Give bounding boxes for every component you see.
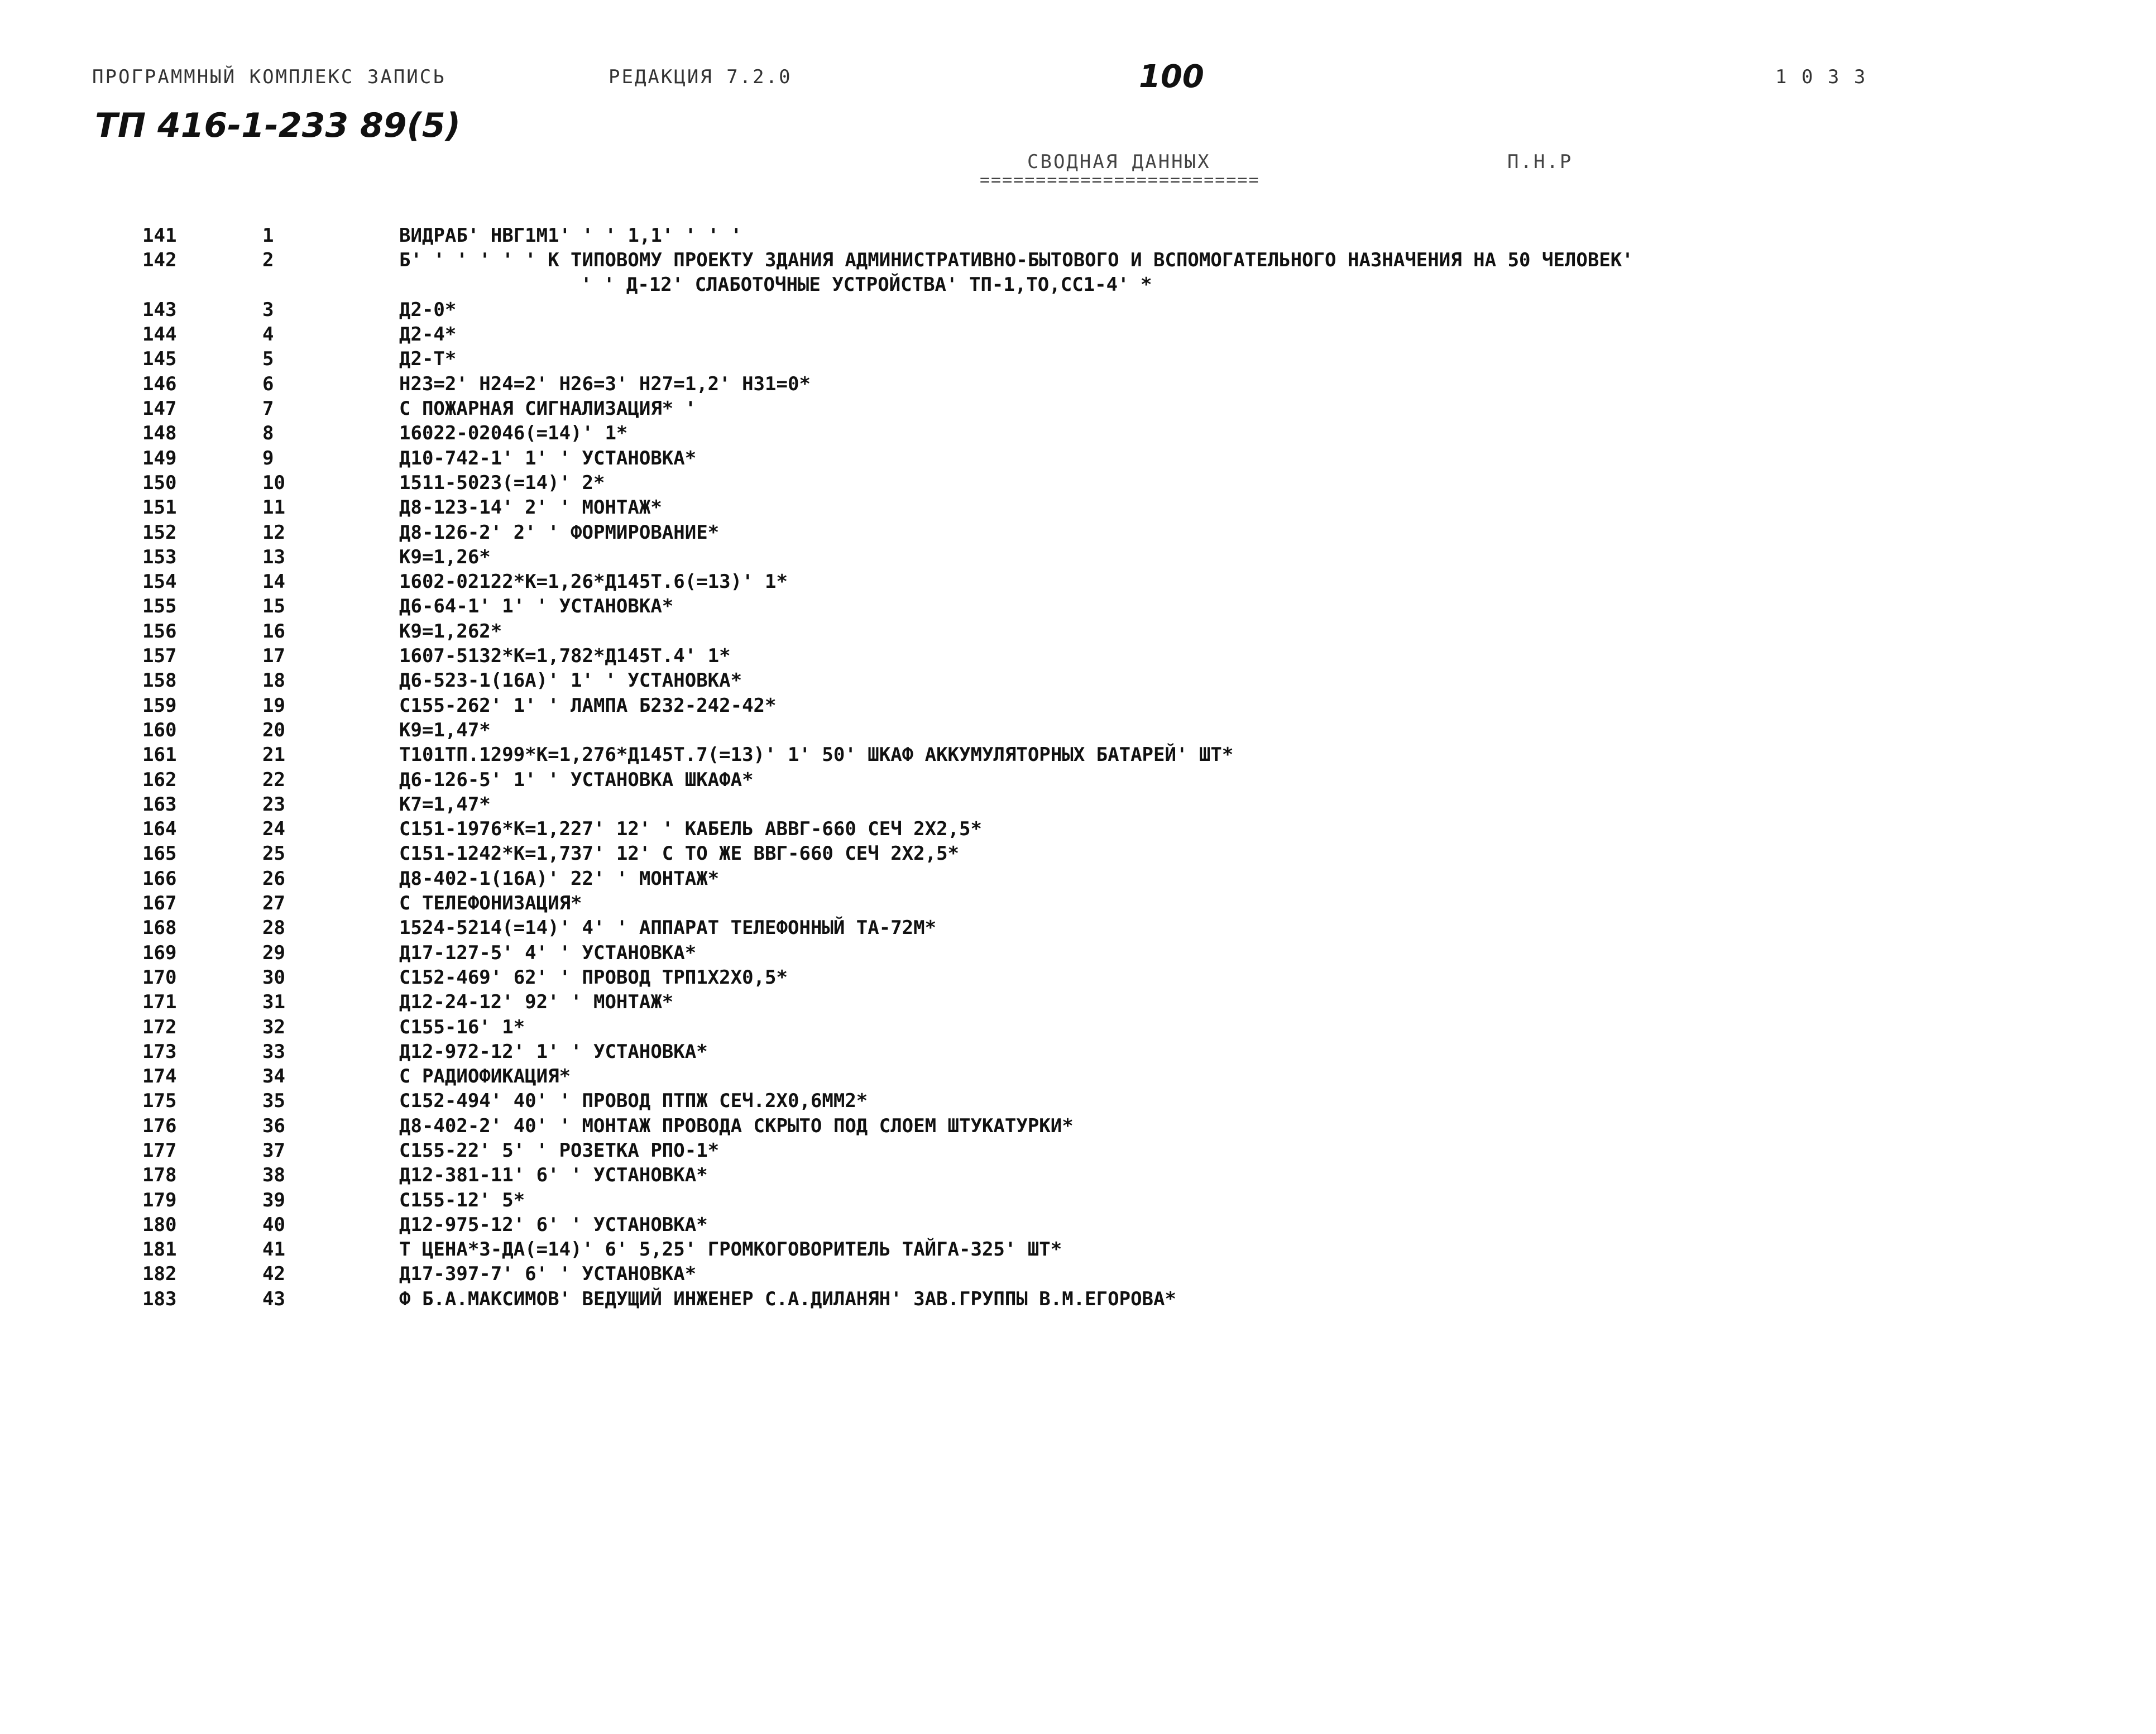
listing-row (0, 768, 2156, 792)
row-text: К9=1,47* (399, 718, 491, 741)
row-text: Д2-Т* (399, 348, 457, 371)
line-number: 2 (262, 249, 274, 272)
row-text: Д2-0* (399, 298, 457, 321)
listing-row (0, 916, 2156, 940)
row-text: Д12-972-12' 1' ' УСТАНОВКА* (399, 1040, 708, 1063)
line-number: 43 (262, 1287, 285, 1310)
row-number: 145 (142, 348, 177, 371)
row-number: 170 (142, 966, 177, 989)
row-text: Ф Б.А.МАКСИМОВ' ВЕДУЩИЙ ИНЖЕНЕР С.А.ДИЛАНЯН' ЗАВ.ГРУППЫ В.М.ЕГОРОВА* (399, 1287, 1176, 1310)
listing-row (0, 841, 2156, 866)
row-text: С151-1242*К=1,737' 12' С ТО ЖЕ ВВГ-660 СЕЧ 2Х2,5* (399, 842, 960, 865)
row-number: 174 (142, 1065, 177, 1088)
row-text: 16022-02046(=14)' 1* (399, 422, 628, 445)
line-number: 15 (262, 595, 285, 618)
listing-row (0, 1262, 2156, 1286)
line-number: 6 (262, 372, 274, 395)
row-number: 155 (142, 595, 177, 618)
row-text: С ТЕЛЕФОНИЗАЦИЯ* (399, 892, 582, 915)
row-number: 148 (142, 422, 177, 445)
row-number: 169 (142, 941, 177, 964)
row-text: С155-16' 1* (399, 1016, 525, 1038)
line-number: 4 (262, 323, 274, 346)
listing-row (0, 1188, 2156, 1213)
listing-row (0, 1089, 2156, 1113)
listing (0, 223, 2156, 1311)
row-text: С151-1976*К=1,227' 12' ' КАБЕЛЬ АВВГ-660 СЕЧ 2Х2,5* (399, 818, 982, 841)
row-text: Д8-402-2' 40' ' МОНТАЖ ПРОВОДА СКРЫТО ПОД СЛОЕМ ШТУКАТУРКИ* (399, 1114, 1074, 1137)
row-number: 154 (142, 571, 177, 593)
row-text: С152-494' 40' ' ПРОВОД ПТПЖ СЕЧ.2Х0,6ММ2* (399, 1090, 868, 1113)
row-number: 175 (142, 1090, 177, 1113)
row-text: К9=1,26* (399, 545, 491, 568)
listing-row (0, 471, 2156, 495)
program-label: ПРОГРАММНЫЙ КОМПЛЕКС ЗАПИСЬ (92, 66, 446, 88)
listing-row (0, 1114, 2156, 1138)
row-number: 178 (142, 1164, 177, 1187)
row-text: С РАДИОФИКАЦИЯ* (399, 1065, 571, 1088)
row-text: К7=1,47* (399, 793, 491, 816)
listing-row (0, 569, 2156, 594)
line-number: 22 (262, 768, 285, 791)
row-text: Д12-381-11' 6' ' УСТАНОВКА* (399, 1164, 708, 1187)
row-number: 151 (142, 496, 177, 519)
listing-row (0, 891, 2156, 916)
line-number: 40 (262, 1213, 285, 1236)
row-number: 166 (142, 867, 177, 890)
row-number: 165 (142, 842, 177, 865)
line-number: 27 (262, 892, 285, 915)
row-number: 182 (142, 1263, 177, 1286)
row-number: 152 (142, 521, 177, 544)
line-number: 37 (262, 1139, 285, 1162)
listing-row (0, 1163, 2156, 1187)
listing-row (0, 792, 2156, 817)
row-text: С ПОЖАРНАЯ СИГНАЛИЗАЦИЯ* ' (399, 397, 697, 420)
line-number: 3 (262, 298, 274, 321)
row-number: 141 (142, 224, 177, 247)
line-number: 9 (262, 447, 274, 470)
line-number: 23 (262, 793, 285, 816)
listing-row (0, 520, 2156, 545)
row-text: 1607-5132*К=1,782*Д145Т.4' 1* (399, 645, 731, 668)
row-text: Н23=2' Н24=2' Н26=3' Н27=1,2' Н31=0* (399, 372, 811, 395)
listing-row (0, 1040, 2156, 1064)
row-number: 173 (142, 1040, 177, 1063)
row-text: 1524-5214(=14)' 4' ' АППАРАТ ТЕЛЕФОННЫЙ ТА-72М* (399, 917, 937, 940)
listing-row (0, 619, 2156, 644)
row-text: Д2-4* (399, 323, 457, 346)
row-text: Д12-24-12' 92' ' МОНТАЖ* (399, 991, 674, 1014)
row-text: ВИДРАБ' НВГ1М1' ' ' 1,1' ' ' ' (399, 224, 742, 247)
row-text: Д12-975-12' 6' ' УСТАНОВКА* (399, 1213, 708, 1236)
row-number: 171 (142, 991, 177, 1014)
line-number: 14 (262, 571, 285, 593)
row-number: 164 (142, 818, 177, 841)
row-number: 143 (142, 298, 177, 321)
row-text: Д8-126-2' 2' ' ФОРМИРОВАНИЕ* (399, 521, 720, 544)
row-number: 172 (142, 1016, 177, 1038)
row-text: С155-262' 1' ' ЛАМПА Б232-242-42* (399, 694, 777, 717)
row-text: Д6-523-1(16А)' 1' ' УСТАНОВКА* (399, 669, 742, 692)
row-number: 156 (142, 620, 177, 643)
line-number: 33 (262, 1040, 285, 1063)
line-number: 29 (262, 941, 285, 964)
listing-row (0, 396, 2156, 421)
listing-row (0, 1237, 2156, 1262)
row-number: 147 (142, 397, 177, 420)
line-number: 8 (262, 422, 274, 445)
row-number: 150 (142, 471, 177, 494)
listing-row (0, 545, 2156, 569)
row-number: 157 (142, 645, 177, 668)
line-number: 28 (262, 917, 285, 940)
row-number: 142 (142, 249, 177, 272)
row-number: 160 (142, 718, 177, 741)
line-number: 36 (262, 1114, 285, 1137)
row-text: 1511-5023(=14)' 2* (399, 471, 605, 494)
row-text: К9=1,262* (399, 620, 502, 643)
document-code: ТП 416-1-233 89(5) (95, 106, 461, 145)
listing-row (0, 866, 2156, 891)
listing-row (0, 322, 2156, 347)
row-number: 158 (142, 669, 177, 692)
listing-row (0, 817, 2156, 841)
listing-row (0, 990, 2156, 1014)
line-number: 30 (262, 966, 285, 989)
line-number: 31 (262, 991, 285, 1014)
row-number: 183 (142, 1287, 177, 1310)
line-number: 19 (262, 694, 285, 717)
line-number: 41 (262, 1238, 285, 1261)
row-text: С155-22' 5' ' РОЗЕТКА РПО-1* (399, 1139, 720, 1162)
row-number: 149 (142, 447, 177, 470)
line-number: 34 (262, 1065, 285, 1088)
edition-label: РЕДАКЦИЯ 7.2.0 (609, 66, 792, 88)
row-number: 162 (142, 768, 177, 791)
listing-row (0, 1015, 2156, 1040)
row-number: 167 (142, 892, 177, 915)
line-number: 13 (262, 545, 285, 568)
row-number: 163 (142, 793, 177, 816)
line-number: 10 (262, 471, 285, 494)
line-number: 18 (262, 669, 285, 692)
listing-row (0, 693, 2156, 718)
row-text: Д6-64-1' 1' ' УСТАНОВКА* (399, 595, 674, 618)
row-number: 180 (142, 1213, 177, 1236)
listing-row (0, 668, 2156, 693)
row-text: С152-469' 62' ' ПРОВОД ТРП1Х2Х0,5* (399, 966, 788, 989)
row-text: Д8-402-1(16А)' 22' ' МОНТАЖ* (399, 867, 720, 890)
report-title: СВОДНАЯ ДАННЫХ (1027, 151, 1211, 173)
row-number: 144 (142, 323, 177, 346)
row-number: 153 (142, 545, 177, 568)
line-number: 26 (262, 867, 285, 890)
listing-row (0, 347, 2156, 371)
row-number: 159 (142, 694, 177, 717)
line-number: 11 (262, 496, 285, 519)
row-text: С155-12' 5* (399, 1189, 525, 1211)
listing-row (0, 223, 2156, 248)
line-number: 32 (262, 1016, 285, 1038)
listing-row (0, 941, 2156, 965)
title-underline: ========================= (980, 170, 1260, 190)
listing-row (0, 495, 2156, 520)
listing-row (0, 965, 2156, 990)
row-text-continuation: ' ' Д-12' СЛАБОТОЧНЫЕ УСТРОЙСТВА' ТП-1,ТО,СС1-4' * (581, 274, 1152, 296)
listing-row (0, 1213, 2156, 1237)
listing-row (0, 594, 2156, 619)
row-text: Д17-127-5' 4' ' УСТАНОВКА* (399, 941, 697, 964)
line-number: 5 (262, 348, 274, 371)
row-text: Д17-397-7' 6' ' УСТАНОВКА* (399, 1263, 697, 1286)
listing-row (0, 446, 2156, 471)
line-number: 17 (262, 645, 285, 668)
row-number: 179 (142, 1189, 177, 1211)
listing-row (0, 644, 2156, 668)
line-number: 1 (262, 224, 274, 247)
line-number: 21 (262, 744, 285, 767)
line-number: 12 (262, 521, 285, 544)
row-number: 177 (142, 1139, 177, 1162)
row-number: 176 (142, 1114, 177, 1137)
listing-row (0, 372, 2156, 396)
row-number: 168 (142, 917, 177, 940)
listing-row (0, 298, 2156, 322)
page-number: 100 (1139, 59, 1204, 95)
listing-row (0, 248, 2156, 298)
line-number: 16 (262, 620, 285, 643)
row-text: Д6-126-5' 1' ' УСТАНОВКА ШКАФА* (399, 768, 754, 791)
row-number: 161 (142, 744, 177, 767)
row-number: 181 (142, 1238, 177, 1261)
report-code: П.Н.Р (1507, 151, 1573, 173)
row-text: 1602-02122*К=1,26*Д145Т.6(=13)' 1* (399, 571, 788, 593)
line-number: 39 (262, 1189, 285, 1211)
row-text: Д10-742-1' 1' ' УСТАНОВКА* (399, 447, 697, 470)
line-number: 35 (262, 1090, 285, 1113)
listing-row (0, 718, 2156, 743)
listing-row (0, 743, 2156, 767)
row-text: Д8-123-14' 2' ' МОНТАЖ* (399, 496, 662, 519)
right-code: 1 0 3 3 (1775, 66, 1867, 88)
line-number: 42 (262, 1263, 285, 1286)
line-number: 24 (262, 818, 285, 841)
row-number: 146 (142, 372, 177, 395)
row-text: Т ЦЕНА*3-ДА(=14)' 6' 5,25' ГРОМКОГОВОРИТЕЛЬ ТАЙГА-325' ШТ* (399, 1238, 1062, 1261)
listing-row (0, 1138, 2156, 1163)
listing-row (0, 1064, 2156, 1089)
row-text: Т101ТП.1299*К=1,276*Д145Т.7(=13)' 1' 50' ШКАФ АККУМУЛЯТОРНЫХ БАТАРЕЙ' ШТ* (399, 744, 1234, 767)
listing-row (0, 421, 2156, 446)
line-number: 7 (262, 397, 274, 420)
line-number: 20 (262, 718, 285, 741)
line-number: 25 (262, 842, 285, 865)
listing-row (0, 1287, 2156, 1311)
line-number: 38 (262, 1164, 285, 1187)
row-text: Б' ' ' ' ' ' К ТИПОВОМУ ПРОЕКТУ ЗДАНИЯ АДМИНИСТРАТИВНО-БЫТОВОГО И ВСПОМОГАТЕЛЬНОГО НАЗНАЧЕНИЯ НА 50 ЧЕЛОВЕК' (399, 249, 1633, 272)
